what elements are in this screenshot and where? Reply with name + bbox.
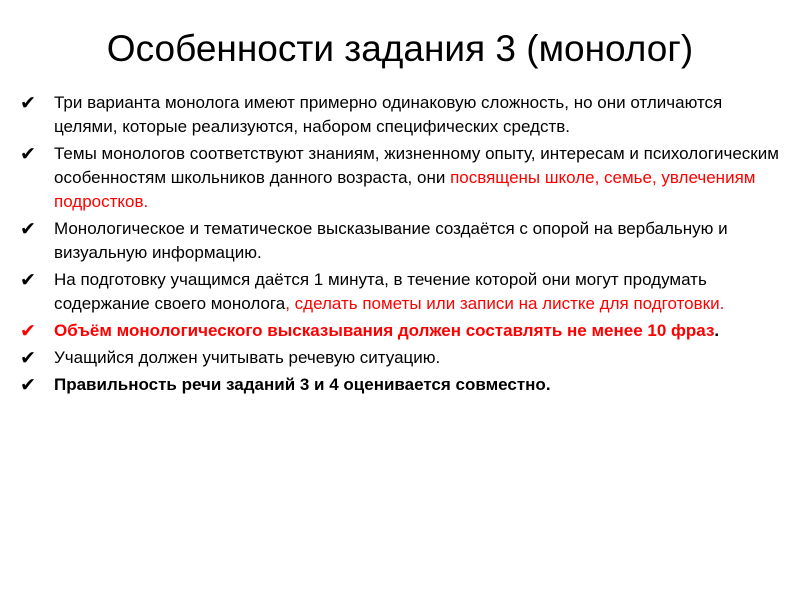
bullet-text: Учащийся должен учитывать речевую ситуацию.	[54, 348, 441, 367]
bullet-highlight-text: посвящены школе, семье, увлечениям подростков.	[54, 168, 756, 211]
checkmark-icon: ✔	[20, 143, 36, 165]
bullet-list	[20, 91, 780, 400]
checkmark-icon: ✔	[20, 92, 36, 114]
bullet-text: Правильность речи заданий 3 и 4 оценивается совместно.	[54, 375, 551, 394]
slide-title: Особенности задания 3 (монолог)	[106, 28, 694, 69]
bullet-text: .	[714, 321, 720, 340]
bullet-highlight-text: , сделать пометы или записи на листке для подготовки.	[285, 294, 725, 313]
bullet-text: Три варианта монолога имеют примерно одинаковую сложность, но они отличаются целями, которые реализуются, набором специфических средств.	[54, 93, 723, 136]
bullet-item-situation	[20, 346, 780, 370]
bullet-item-preparation	[20, 268, 780, 316]
bullet-highlight-text: Объём монологического высказывания должен составлять не менее 10 фраз	[54, 321, 715, 340]
bullet-text: Монологическое и тематическое высказывание создаётся с опорой на вербальную и визуальную информацию.	[54, 219, 728, 262]
bullet-item-correctness	[20, 373, 780, 397]
bullet-item-volume	[20, 319, 780, 343]
checkmark-icon: ✔	[20, 269, 36, 291]
bullet-item-topics	[20, 142, 780, 214]
checkmark-icon: ✔	[20, 320, 36, 342]
bullet-item-variants	[20, 91, 780, 139]
bullet-text: Темы монологов соответствуют знаниям, жизненному опыту, интересам и психологическим особенностям школьников данного возраста, они	[54, 144, 779, 187]
bullet-text: На подготовку учащимся даётся 1 минута, в течение которой они могут продумать содержание своего монолога	[54, 270, 707, 313]
bullet-item-support	[20, 217, 780, 265]
checkmark-icon: ✔	[20, 218, 36, 240]
checkmark-icon: ✔	[20, 347, 36, 369]
checkmark-icon: ✔	[20, 374, 36, 396]
